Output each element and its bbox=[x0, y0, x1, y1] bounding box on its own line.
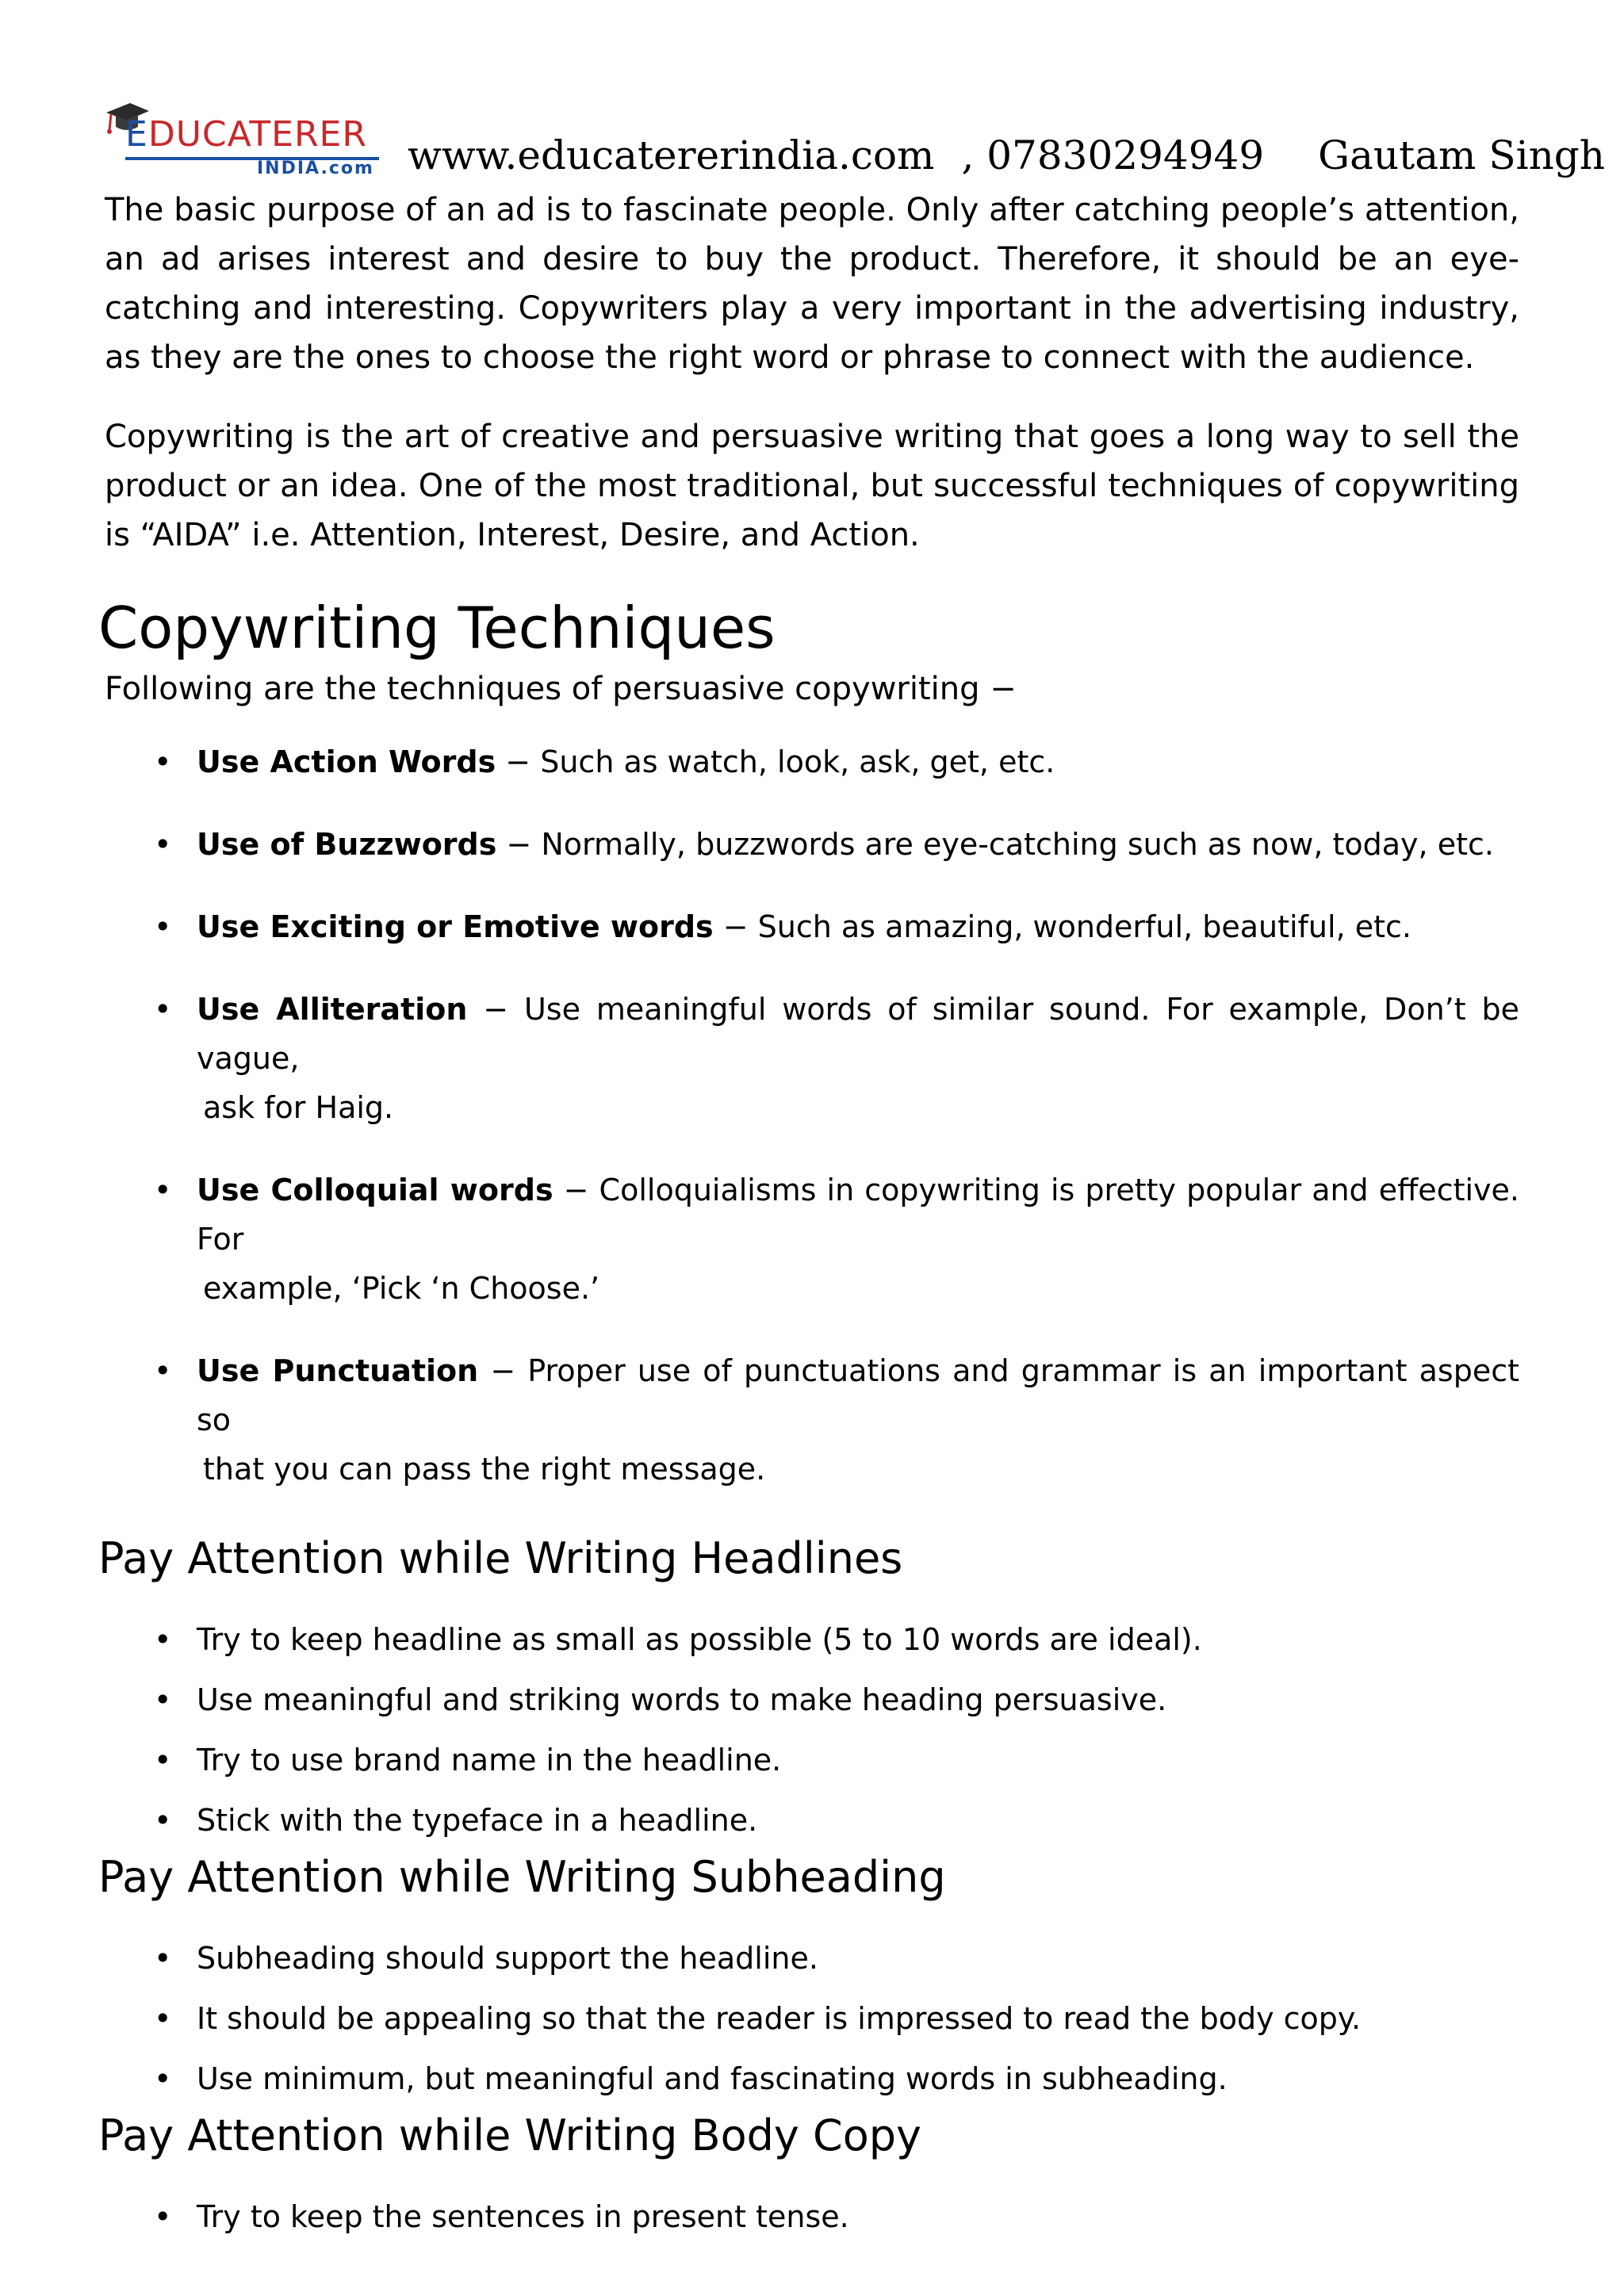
bullet-icon: • bbox=[154, 1941, 172, 1976]
bullet-icon: • bbox=[154, 1803, 172, 1838]
techniques-list bbox=[105, 737, 1519, 1494]
bullet-icon: • bbox=[154, 2199, 172, 2234]
bullet-icon: • bbox=[154, 744, 172, 779]
bullet-icon: • bbox=[154, 992, 172, 1027]
list-item: • Try to use brand name in the headline. bbox=[105, 1735, 1519, 1785]
list-item: • Use meaningful and striking words to make heading persuasive. bbox=[105, 1674, 1519, 1725]
logo-wordmark: EDUCATERER bbox=[125, 114, 367, 155]
logo-subtext: INDIA.com bbox=[257, 159, 374, 178]
bullet-icon: • bbox=[154, 1622, 172, 1657]
list-item: • Use Colloquial words − Colloquialisms in copywriting is pretty popular and effective. For example, ‘Pick ‘n Choose.’ bbox=[105, 1165, 1519, 1313]
bullet-icon: • bbox=[154, 909, 172, 944]
bodycopy-list bbox=[105, 2191, 1519, 2242]
list-item: • Use Punctuation − Proper use of punctuations and grammar is an important aspect so that you can pass the right message. bbox=[105, 1346, 1519, 1494]
list-item: • Try to keep the sentences in present tense. bbox=[105, 2191, 1519, 2242]
list-item: • It should be appealing so that the reader is impressed to read the body copy. bbox=[105, 1993, 1519, 2044]
paragraph-copywriting: Copywriting is the art of creative and persuasive writing that goes a long way to sell the product or an idea. One of the most traditional, but successful techniques of copywriting is “AIDA” i.e. Attention, Interest, Desire, and Action. bbox=[105, 419, 1519, 553]
header-contact-line bbox=[408, 132, 1605, 179]
bullet-icon: • bbox=[154, 1173, 172, 1207]
header-website: www.educatererindia.com bbox=[408, 132, 935, 178]
bullet-icon: • bbox=[154, 1743, 172, 1777]
bullet-icon: • bbox=[154, 2001, 172, 2036]
bullet-icon: • bbox=[154, 1682, 172, 1717]
subheading-list bbox=[105, 1933, 1519, 2104]
heading-copywriting-techniques: Copywriting Techniques bbox=[98, 595, 776, 661]
list-item: • Subheading should support the headline. bbox=[105, 1933, 1519, 1984]
list-item: • Use Action Words − Such as watch, look, ask, get, etc. bbox=[105, 737, 1519, 786]
paragraph-purpose: The basic purpose of an ad is to fascinate people. Only after catching people’s attention, an ad arises interest and desire to buy the product. Therefore, it should be an eye-catching and interesting. Copywriters play a very important in the advertising industry, as they are the ones to choose the right word or phrase to connect with the audience. bbox=[105, 192, 1519, 376]
list-item: • Use Exciting or Emotive words − Such as amazing, wonderful, beautiful, etc. bbox=[105, 902, 1519, 951]
list-item: • Use Alliteration − Use meaningful words of similar sound. For example, Don’t be vague, ask for Haig. bbox=[105, 985, 1519, 1132]
techniques-intro: Following are the techniques of persuasive copywriting − bbox=[105, 671, 1017, 707]
list-item: • Use of Buzzwords − Normally, buzzwords are eye-catching such as now, today, etc. bbox=[105, 820, 1519, 869]
header-phone: , 07830294949 bbox=[961, 132, 1265, 178]
educaterer-logo bbox=[98, 95, 384, 178]
page-header bbox=[98, 95, 1605, 182]
list-item: • Stick with the typeface in a headline. bbox=[105, 1795, 1519, 1846]
header-author: Gautam Singh bbox=[1318, 132, 1605, 178]
heading-headlines: Pay Attention while Writing Headlines bbox=[98, 1533, 903, 1583]
bullet-icon: • bbox=[154, 2061, 172, 2096]
headlines-list bbox=[105, 1614, 1519, 1846]
list-item: • Try to keep headline as small as possible (5 to 10 words are ideal). bbox=[105, 1614, 1519, 1665]
bullet-icon: • bbox=[154, 827, 172, 862]
heading-subheading: Pay Attention while Writing Subheading bbox=[98, 1852, 946, 1902]
document-body bbox=[98, 186, 1519, 2252]
list-item: • Use minimum, but meaningful and fascinating words in subheading. bbox=[105, 2053, 1519, 2104]
heading-body-copy: Pay Attention while Writing Body Copy bbox=[98, 2110, 921, 2160]
bullet-icon: • bbox=[154, 1353, 172, 1388]
